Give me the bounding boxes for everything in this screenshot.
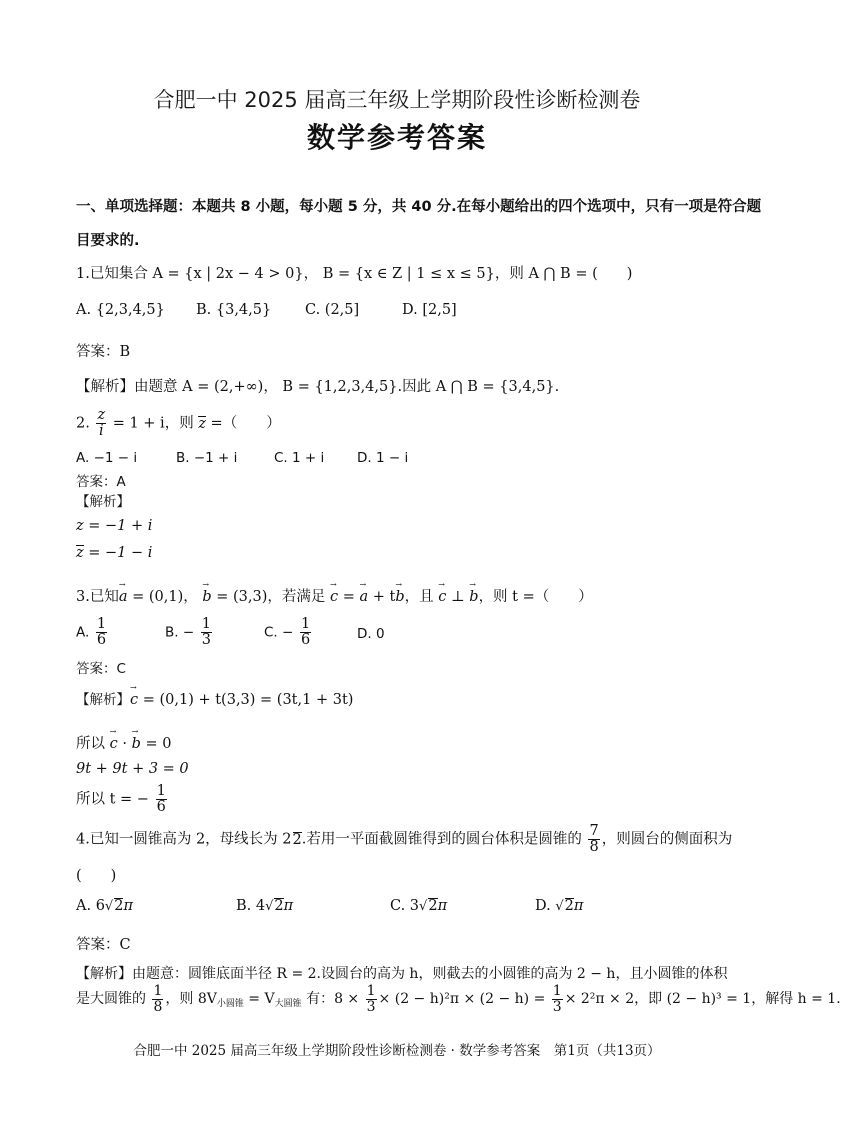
q3-option-c: C. − $\frac{1}{6}$ xyxy=(264,616,311,649)
q3-stem: 3.已知→ a = (0,1)， → b = (3,3)，若满足 → c = → a + t→ b，且 → c ⊥ → b，则 t =（ ） xyxy=(76,585,593,606)
q1-stem: 1.已知集合 A = {x | 2x − 4 > 0}， B = {x ∈ Z | 1 ≤ x ≤ 5}，则 A ⋂ B = ( ) xyxy=(76,266,633,282)
q2-answer: 答案：A xyxy=(76,474,126,490)
q3-step2: 9t + 9t + 3 = 0 xyxy=(76,761,189,777)
q1-option-a: A. {2,3,4,5} xyxy=(76,302,165,318)
q1-option-d: D. [2,5] xyxy=(402,302,457,318)
q3-option-d: D. 0 xyxy=(357,626,385,642)
q4-option-c: C. 3√2π xyxy=(390,898,448,914)
page-footer: 合肥一中 2025 届高三年级上学期阶段性诊断检测卷 · 数学参考答案 第1页（共13页） xyxy=(133,1043,661,1059)
section-heading-line1: 一、单项选择题：本题共 8 小题，每小题 5 分，共 40 分.在每小题给出的四个选项中，只有一项是符合题 xyxy=(76,199,762,215)
q2-step2: z = −1 − i xyxy=(76,545,153,561)
q3-step1: 所以 → c · → b = 0 xyxy=(76,732,171,753)
q2-number: 2. xyxy=(76,415,90,432)
q4-stem: 4.已知一圆锥高为 2，母线长为 22.若用一平面截圆锥得到的圆台体积是圆锥的 $\frac{7}{8}$ ，则圆台的侧面积为 xyxy=(76,823,733,856)
answer-key-title: 数学参考答案 xyxy=(306,121,487,154)
q4-stem-line2: ( ) xyxy=(76,868,117,884)
q2-analysis-label: 【解析】 xyxy=(76,494,130,510)
exam-title: 合肥一中 2025 届高三年级上学期阶段性诊断检测卷 xyxy=(153,88,641,112)
q4-analysis-line2: 是大圆锥的 $\frac{1}{8}$ ，则 $8V_{小圆锥} = V_{大圆锥}$ 有：8 × $\frac{1}{3}$ × (2 − h)²π × (2 − h) = $\frac{1}{3}$ × 2²π × 2，即 (2 − h)³ = 1，解得 h = 1. xyxy=(76,983,841,1015)
q4-analysis-line1: 【解析】由题意：圆锥底面半径 R = 2.设圆台的高为 h，则截去的小圆锥的高为 2 − h，且小圆锥的体积 xyxy=(76,966,728,982)
q4-option-d: D. √2π xyxy=(535,898,584,914)
q2-fraction: $\frac{z}{i}$ xyxy=(97,407,106,440)
q1-analysis: 【解析】由题意 A = (2,+∞)， B = {1,2,3,4,5}.因此 A ⋂ B = {3,4,5}. xyxy=(76,379,560,395)
q2-option-b: B. −1 + i xyxy=(176,450,238,466)
q3-option-b: B. − $\frac{1}{3}$ xyxy=(165,616,211,649)
q1-option-b: B. {3,4,5} xyxy=(196,302,272,318)
q3-step3: 所以 t = − $\frac{1}{6}$ xyxy=(76,783,166,816)
q2-stem: 2. $\frac{z}{i}$ = 1 + i，则 z =（ ） xyxy=(76,407,281,440)
q2-step1: z = −1 + i xyxy=(76,518,153,534)
q4-option-a: A. 6√2π xyxy=(76,898,133,914)
q3-analysis: 【解析】→ c = (0,1) + t(3,3) = (3t,1 + 3t) xyxy=(76,688,353,708)
q1-option-c: C. (2,5] xyxy=(305,302,360,318)
q4-answer: 答案：C xyxy=(76,937,131,953)
q2-option-a: A. −1 − i xyxy=(76,450,138,466)
q4-option-b: B. 4√2π xyxy=(236,898,294,914)
q2-option-c: C. 1 + i xyxy=(274,450,325,466)
q1-answer: 答案：B xyxy=(76,344,131,360)
q3-answer: 答案：C xyxy=(76,661,126,677)
q2-option-d: D. 1 − i xyxy=(357,450,409,466)
section-heading-line2: 目要求的. xyxy=(76,233,140,249)
q2-z-conjugate: z xyxy=(198,415,206,432)
q3-option-a: A. $\frac{1}{6}$ xyxy=(76,616,107,649)
